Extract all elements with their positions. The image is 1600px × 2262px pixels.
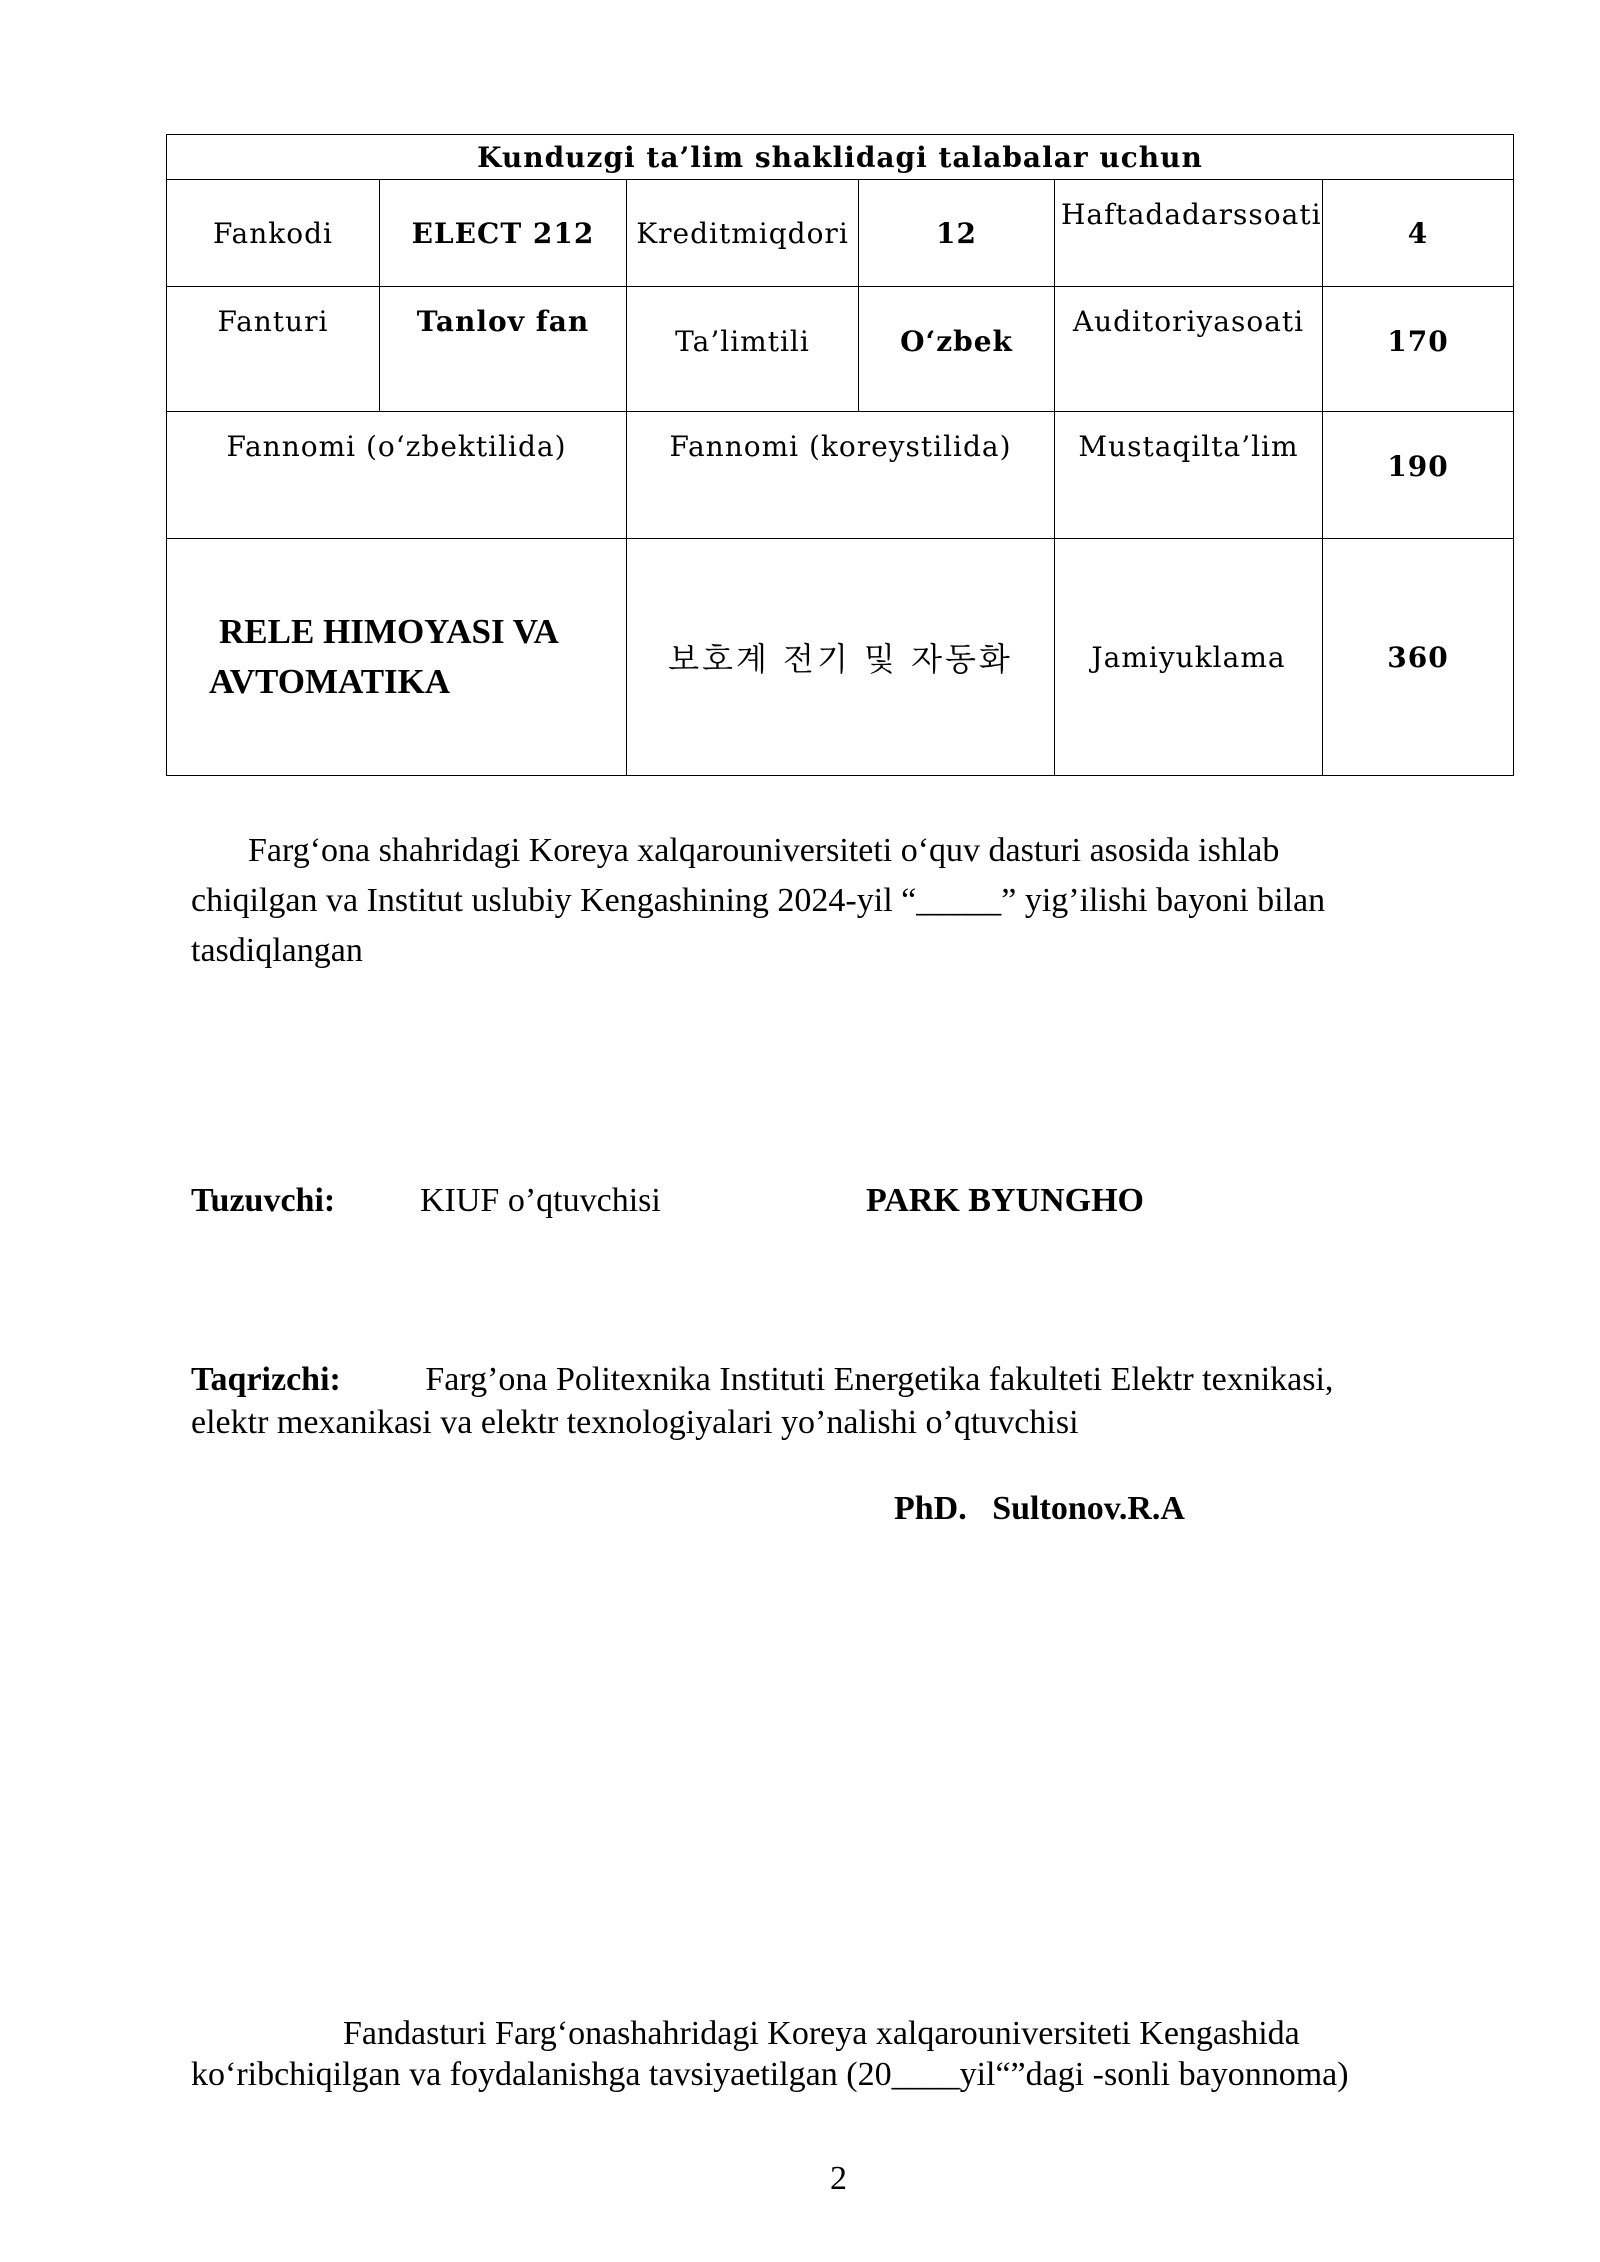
- course-info-table: [166, 134, 1514, 776]
- self-study-label: Mustaqilta’lim: [1055, 412, 1323, 539]
- course-code-value: ELECT 212: [380, 180, 627, 287]
- course-name-uz-line2: AVTOMATIKA: [209, 662, 451, 701]
- author-role: KIUF o’qtuvchisi: [420, 1182, 661, 1219]
- total-load-label: Jamiyuklama: [1055, 539, 1323, 776]
- course-type-label: Fanturi: [167, 287, 380, 412]
- reviewer-block: [191, 1358, 1489, 1402]
- course-type-value: Tanlov fan: [380, 287, 627, 412]
- course-name-kr: 보호계 전기 및 자동화: [627, 539, 1055, 776]
- approval-line-2: chiqilgan va Institut uslubiy Kengashining 2024-yil “_____” yig’ilishi bayoni bilan: [191, 882, 1326, 919]
- course-name-uz-line1: RELE HIMOYASI VA: [219, 612, 559, 651]
- course-name-uz-label: Fannomi (o‘zbektilida): [167, 412, 627, 539]
- approval-line-3: tasdiqlangan: [191, 932, 363, 969]
- language-value: O‘zbek: [859, 287, 1055, 412]
- auditorium-hours-label: Auditoriyasoati: [1055, 287, 1323, 412]
- auditorium-hours-value: 170: [1323, 287, 1514, 412]
- author-name: PARK BYUNGHO: [866, 1182, 1144, 1219]
- approval-line-1: Farg‘ona shahridagi Koreya xalqarouniversiteti o‘quv dasturi asosida ishlab: [248, 832, 1280, 869]
- footer-note-line2: ko‘ribchiqilgan va foydalanishga tavsiyaetilgan (20____yil“”dagi -sonli bayonnoma): [191, 2056, 1349, 2093]
- reviewer-label: Taqrizchi:: [191, 1361, 341, 1398]
- course-code-label: Fankodi: [167, 180, 380, 287]
- course-name-kr-label: Fannomi (koreystilida): [627, 412, 1055, 539]
- course-name-uz: [167, 539, 627, 776]
- total-load-value: 360: [1323, 539, 1514, 776]
- footer-note-line1: Fandasturi Farg‘onashahridagi Koreya xalqarouniversiteti Kengashida: [343, 2015, 1300, 2052]
- language-label: Ta’limtili: [627, 287, 859, 412]
- weekly-hours-value: 4: [1323, 180, 1514, 287]
- credit-value: 12: [859, 180, 1055, 287]
- table-header: Kunduzgi ta’lim shaklidagi talabalar uchun: [167, 135, 1514, 180]
- reviewer-name: PhD. Sultonov.R.A: [894, 1490, 1185, 1527]
- credit-label: Kreditmiqdori: [627, 180, 859, 287]
- author-label: Tuzuvchi:: [191, 1182, 336, 1219]
- weekly-hours-label: Haftadadarssoati: [1055, 180, 1323, 287]
- reviewer-text-line1: Farg’ona Politexnika Instituti Energetika fakulteti Elektr texnikasi,: [425, 1361, 1334, 1398]
- page-number: 2: [830, 2160, 847, 2197]
- reviewer-text-line2: elektr mexanikasi va elektr texnologiyalari yo’nalishi o’qtuvchisi: [191, 1404, 1079, 1441]
- self-study-value: 190: [1323, 412, 1514, 539]
